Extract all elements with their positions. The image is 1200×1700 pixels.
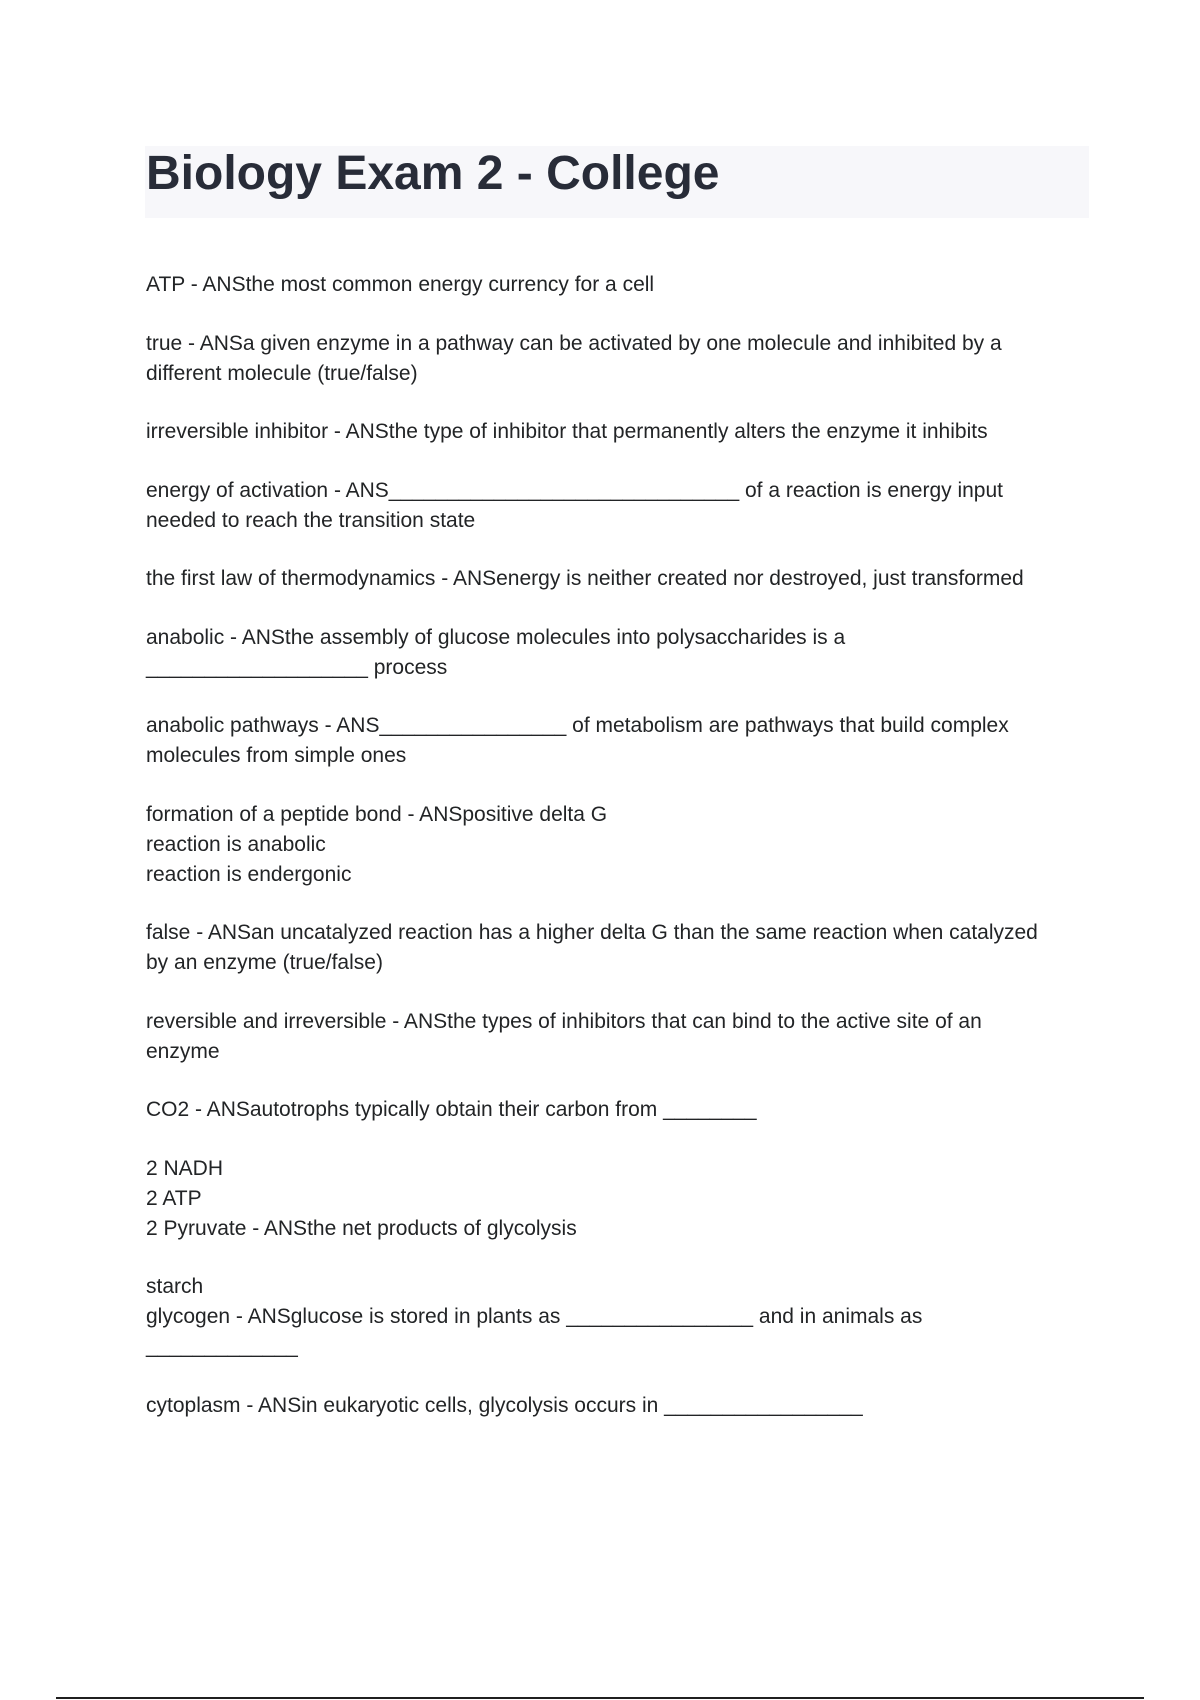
flashcard-entry-line: anabolic pathways - ANS________________ of metabolism are pathways that build complex [146,714,1009,737]
flashcard-entry-line: 2 Pyruvate - ANSthe net products of glycolysis [146,1216,577,1240]
flashcard-entry-line: by an enzyme (true/false) [146,951,383,974]
flashcard-entry [146,270,1092,300]
flashcard-list [146,270,1092,1449]
flashcard-entry [146,476,1092,536]
flashcard-entry-line: reversible and irreversible - ANSthe types of inhibitors that can bind to the active site of an [146,1009,982,1033]
flashcard-entry-line: starch [146,1275,204,1298]
flashcard-entry-line: irreversible inhibitor - ANSthe type of inhibitor that permanently alters the enzyme it inhibits [146,420,988,443]
flashcard-entry [146,1154,1092,1244]
flashcard-entry-line: needed to reach the transition state [146,508,476,532]
flashcard-entry-line: reaction is endergonic [146,862,352,886]
flashcard-entry-line: glycogen - ANSglucose is stored in plants as ________________ and in animals as [146,1305,923,1328]
flashcard-entry-line: 2 ATP [146,1186,202,1210]
flashcard-entry-line: energy of activation - ANS______________________________ of a reaction is energy input [146,478,1003,502]
flashcard-entry-line: molecules from simple ones [146,744,407,767]
document-title: Biology Exam 2 - College [146,147,720,200]
flashcard-entry-line: _____________ [146,1335,298,1358]
flashcard-entry [146,1007,1092,1067]
flashcard-entry-line: false - ANSan uncatalyzed reaction has a higher delta G than the same reaction when catalyzed [146,921,1038,944]
flashcard-entry [146,1272,1092,1362]
flashcard-entry [146,800,1092,890]
flashcard-entry-line: the first law of thermodynamics - ANSenergy is neither created nor destroyed, just transformed [146,567,1024,590]
flashcard-entry-line: true - ANSa given enzyme in a pathway can be activated by one molecule and inhibited by a [146,331,1002,355]
flashcard-entry-line: cytoplasm - ANSin eukaryotic cells, glycolysis occurs in _________________ [146,1393,863,1417]
footer-divider [56,1697,1144,1699]
flashcard-entry-line: CO2 - ANSautotrophs typically obtain their carbon from ________ [146,1098,757,1121]
flashcard-entry-line: reaction is anabolic [146,832,326,856]
flashcard-entry-line: ATP - ANSthe most common energy currency for a cell [146,273,655,296]
flashcard-entry-line: enzyme [146,1039,220,1063]
flashcard-entry [146,1095,1092,1125]
flashcard-entry-line: anabolic - ANSthe assembly of glucose molecules into polysaccharides is a [146,625,846,649]
flashcard-entry-line: formation of a peptide bond - ANSpositive delta G [146,802,608,826]
flashcard-entry [146,1391,1092,1421]
flashcard-entry-line: 2 NADH [146,1156,224,1180]
flashcard-entry [146,564,1092,594]
flashcard-entry [146,623,1092,683]
flashcard-entry-line: ___________________ process [146,655,448,679]
flashcard-entry [146,711,1092,771]
flashcard-entry [146,417,1092,447]
flashcard-entry [146,918,1092,978]
flashcard-entry [146,329,1092,389]
flashcard-entry-line: different molecule (true/false) [146,361,418,385]
